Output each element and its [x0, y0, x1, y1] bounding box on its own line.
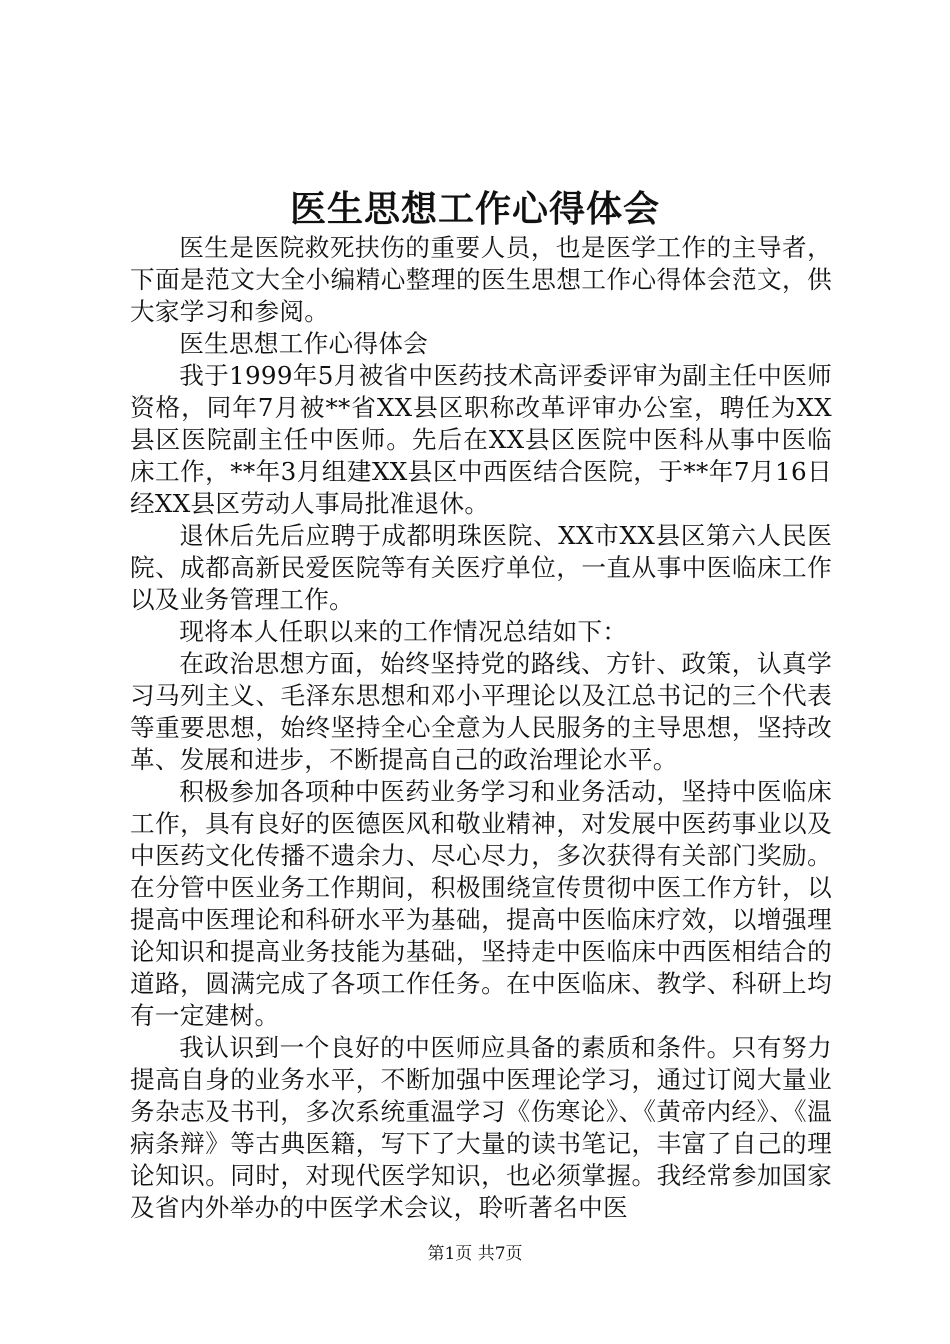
paragraph-political: 在政治思想方面，始终坚持党的路线、方针、政策，认真学习马列主义、毛泽东思想和邓小平理论以及江总书记的三个代表等重要思想，始终坚持全心全意为人民服务的主导思想，坚持改革、发展和进步，不断提高自己的政治理论水平。 — [130, 649, 832, 774]
paragraph-subtitle: 医生思想工作心得体会 — [179, 329, 429, 358]
paragraph-study: 我认识到一个良好的中医师应具备的素质和条件。只有努力提高自身的业务水平，不断加强中医理论学习，通过订阅大量业务杂志及书刊，多次系统重温学习《伤寒论》、《黄帝内经》、《温病条辩》等古典医籍，写下了大量的读书笔记，丰富了自己的理论知识。同时，对现代医学知识，也必须掌握。我经常参加国家及省内外举办的中医学术会议，聆听著名中医 — [130, 1033, 832, 1222]
paragraph-retirement: 退休后先后应聘于成都明珠医院、XX市XX县区第六人民医院、成都高新民爱医院等有关医疗单位，一直从事中医临床工作以及业务管理工作。 — [130, 521, 832, 614]
paragraph-summary-lead: 现将本人任职以来的工作情况总结如下： — [179, 617, 628, 646]
paragraph-career: 我于1999年5月被省中医药技术高评委评审为副主任中医师资格，同年7月被**省XX县区职称改革评审办公室，聘任为XX县区医院副主任中医师。先后在XX县区医院中医科从事中医临床工作，**年3月组建XX县区中西医结合医院，于**年7月16日经XX县区劳动人事局批准退休。 — [130, 361, 832, 518]
page-number: 第1页 共7页 — [427, 1244, 523, 1264]
document-body — [130, 232, 832, 1224]
paragraph-professional: 积极参加各项种中医药业务学习和业务活动，坚持中医临床工作，具有良好的医德医风和敬业精神，对发展中医药事业以及中医药文化传播不遗余力、尽心尽力，多次获得有关部门奖励。在分管中医业务工作期间，积极围绕宣传贯彻中医工作方针，以提高中医理论和科研水平为基础，提高中医临床疗效，以增强理论知识和提高业务技能为基础，坚持走中医临床中西医相结合的道路，圆满完成了各项工作任务。在中医临床、教学、科研上均有一定建树。 — [130, 777, 832, 1030]
paragraph-intro: 医生是医院救死扶伤的重要人员，也是医学工作的主导者，下面是范文大全小编精心整理的医生思想工作心得体会范文，供大家学习和参阅。 — [130, 233, 832, 326]
document-title: 医生思想工作心得体会 — [289, 188, 660, 230]
